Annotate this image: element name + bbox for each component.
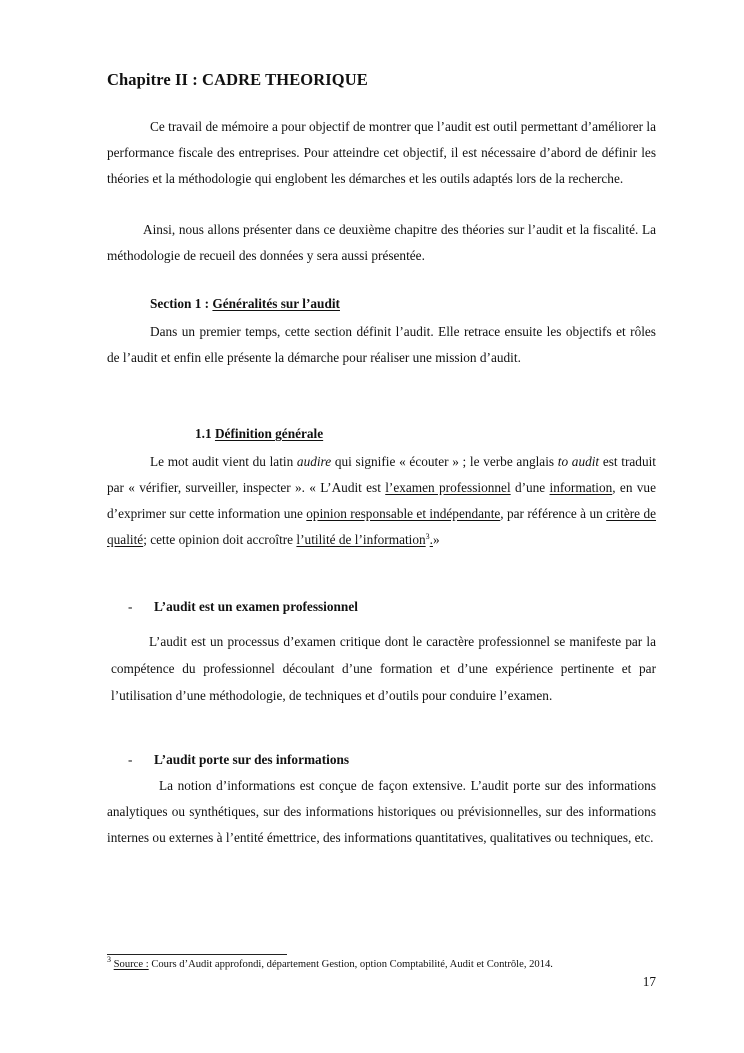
intro-paragraph-1: Ce travail de mémoire a pour objectif de montrer que l’audit est outil permettant d’améliorer la performance fiscale des entreprises. Pour atteindre cet objectif, il est nécessaire d’abord de définir les théories et la méthodologie qui englobent les démarches et les outils adaptés lors de la recherche. [107,119,656,186]
bullet-heading [128,752,668,768]
intro-paragraph-2: Ainsi, nous allons présenter dans ce deuxième chapitre des théories sur l’audit et la fiscalité. La méthodologie de recueil des données y sera aussi présentée. [107,222,656,263]
definition-text: ; cette opinion doit accroître [143,532,297,547]
section-title: Généralités sur l’audit [212,296,340,311]
chapter-heading: Chapitre II : CADRE THEORIQUE [107,70,368,89]
definition-text: . [429,532,433,547]
underlined-term: l’utilité de l’information [296,532,426,547]
bullet-dash: - [128,752,133,767]
definition-text: d’une [510,480,550,495]
definition-text: » [433,532,440,547]
definition-paragraph [107,449,656,553]
underlined-term: opinion responsable et indépendante [306,506,501,521]
definition-text: Le mot audit vient du latin [150,454,297,469]
definition-text: est traduit par « vérifier, surveiller, inspecter ». « L’Audit est [107,454,656,495]
definition-text: qui signifie « écouter » ; le verbe anglais [331,454,558,469]
page-number: 17 [642,974,656,989]
bullet-paragraph: L’audit est un processus d’examen critique dont le caractère professionnel se manifeste par la compétence du professionnel découlant d’une formation et d’une expérience pertinente et par l’utilisation d’une méthodologie, de techniques et d’outils pour conduire l’examen. [111,634,656,703]
bullet-dash: - [128,599,133,614]
underlined-term: information [549,480,613,495]
section-prefix: Section 1 : [150,296,213,311]
footnote-label: Source : [113,959,149,970]
term-audire: audire [296,454,332,469]
term-to-audit: to audit [557,454,600,469]
footnote-number: 3 [107,955,111,964]
bullet-title: L’audit porte sur des informations [154,752,350,767]
underlined-term: critère de qualité [107,506,657,547]
subsection-number: 1.1 [195,426,215,441]
section-heading [150,296,650,312]
definition-text: , par référence à un [500,506,607,521]
bullet-title: L’audit est un examen professionnel [154,599,358,614]
bullet-paragraph: La notion d’informations est conçue de façon extensive. L’audit porte sur des informations analytiques ou synthétiques, sur des informations historiques ou prévisionnelles, sur des informations internes ou externes à l’entité émettrice, des informations quantitatives, qualitatives ou techniques, etc. [107,778,656,845]
bullet-heading [128,599,668,615]
subsection-heading [195,426,595,442]
definition-text: , en vue d’exprimer sur cette information une [107,480,656,521]
footnote-divider [107,954,287,955]
footnote [107,955,667,970]
underlined-term: l’examen professionnel [385,480,511,495]
footnote-text: Cours d’Audit approfondi, département Gestion, option Comptabilité, Audit et Contrôle, 2014. [148,959,553,970]
section-intro-paragraph: Dans un premier temps, cette section définit l’audit. Elle retrace ensuite les objectifs et rôles de l’audit et enfin elle présente la démarche pour réaliser une mission d’audit. [107,324,656,365]
footnote-reference[interactable]: 3 [425,532,430,541]
subsection-title: Définition générale [214,426,324,441]
